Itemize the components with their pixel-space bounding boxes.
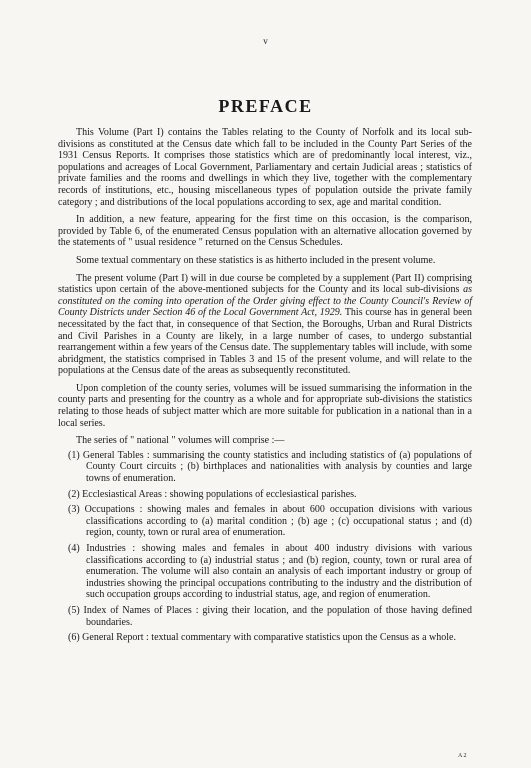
paragraph-4-rest: This course has in general been necessitated by the fact that, in consequence of that Section, the Boroughs, Urban and Rural Districts and Civil Parishes in a County are likely, in a large number of cases, to undergo substantial rearrangement within a few years of the Census date. The supplementary tables will include, with some abridgment, the statistics comprised in Tables 3 and 15 of the present volume, and will relate to the populations at the Census date of the areas as subsequently reconstituted. (58, 307, 472, 377)
paragraph-5: Upon completion of the county series, volumes will be issued summarising the information in the county parts and presenting for the country as a whole and for appropriate sub-divisions the statistics relating to those heads of subject matter which are more suitable for publication in a national than in a local series. (58, 382, 472, 429)
list-item: (6) General Report : textual commentary with comparative statistics upon the Census as a whole. (68, 632, 456, 644)
list-intro: The series of " national " volumes will comprise :— (76, 435, 285, 447)
page-number: v (263, 36, 268, 46)
paragraph-4-italic: as constituted on the coming into operation of the Order giving effect to the County Council's Review of County Districts under Section 46 of the Local Government Act, 1929. (58, 284, 472, 319)
list-item: (4) Industries : showing males and females in about 400 industry divisions with various classifications according to (a) industrial status ; and (b) region, county, town or rural area of enumeration. The volume will also contain an analysis of each important industry or group of industries showing the principal occupations contributing to the industry and the distribution of such occupation groups according to industrial status, age, and region of enumeration. (68, 543, 472, 601)
paragraph-4 (58, 273, 472, 377)
list-item: (1) General Tables : summarising the county statistics and including statistics of (a) populations of County Court circuits ; (b) birthplaces and nationalities with analysis by counties and large towns of enumeration. (68, 449, 472, 485)
national-volumes-list (58, 450, 472, 644)
list-item: (5) Index of Names of Places : giving their location, and the population of those having defined boundaries. (68, 604, 472, 628)
page-title: PREFACE (218, 96, 313, 116)
paragraph-3: Some textual commentary on these statistics is as hitherto included in the present volume. (76, 254, 436, 266)
list-item: (2) Ecclesiastical Areas : showing populations of ecclesiastical parishes. (68, 488, 357, 500)
paragraph-2: In addition, a new feature, appearing for the first time on this occasion, is the comparison, provided by Table 6, of the enumerated Census population with an alternative allocation governed by the statements of " usual residence " returned on the Census Schedules. (58, 214, 472, 249)
paragraph-1: This Volume (Part I) contains the Tables relating to the County of Norfolk and its local sub-divisions as constituted at the Census date which fall to be included in the County Part Series of the 1931 Census Reports. It comprises those statistics which are of predominantly local interest, viz., populations and acreages of Local Government, Parliamentary and certain Judicial areas ; statistics of private families and the rooms and dwellings in which they live, together with the complementary records of institutions, etc., housing miscellaneous types of population outside the private family category ; and distributions of the local populations according to sex, age and marital condition. (58, 127, 472, 208)
paragraph-4-text: The present volume (Part I) will in due course be completed by a supplement (Part II) comprising statistics upon certain of the above-mentioned subjects for the County and its local sub-divisions (58, 272, 472, 296)
preface-body (58, 127, 472, 648)
signature-mark: A 2 (458, 753, 467, 759)
list-item: (3) Occupations : showing males and females in about 600 occupation divisions with various classifications according to (a) marital condition ; (b) age ; (c) occupational status ; and (d) region, county, town or rural area of enumeration. (68, 504, 472, 539)
